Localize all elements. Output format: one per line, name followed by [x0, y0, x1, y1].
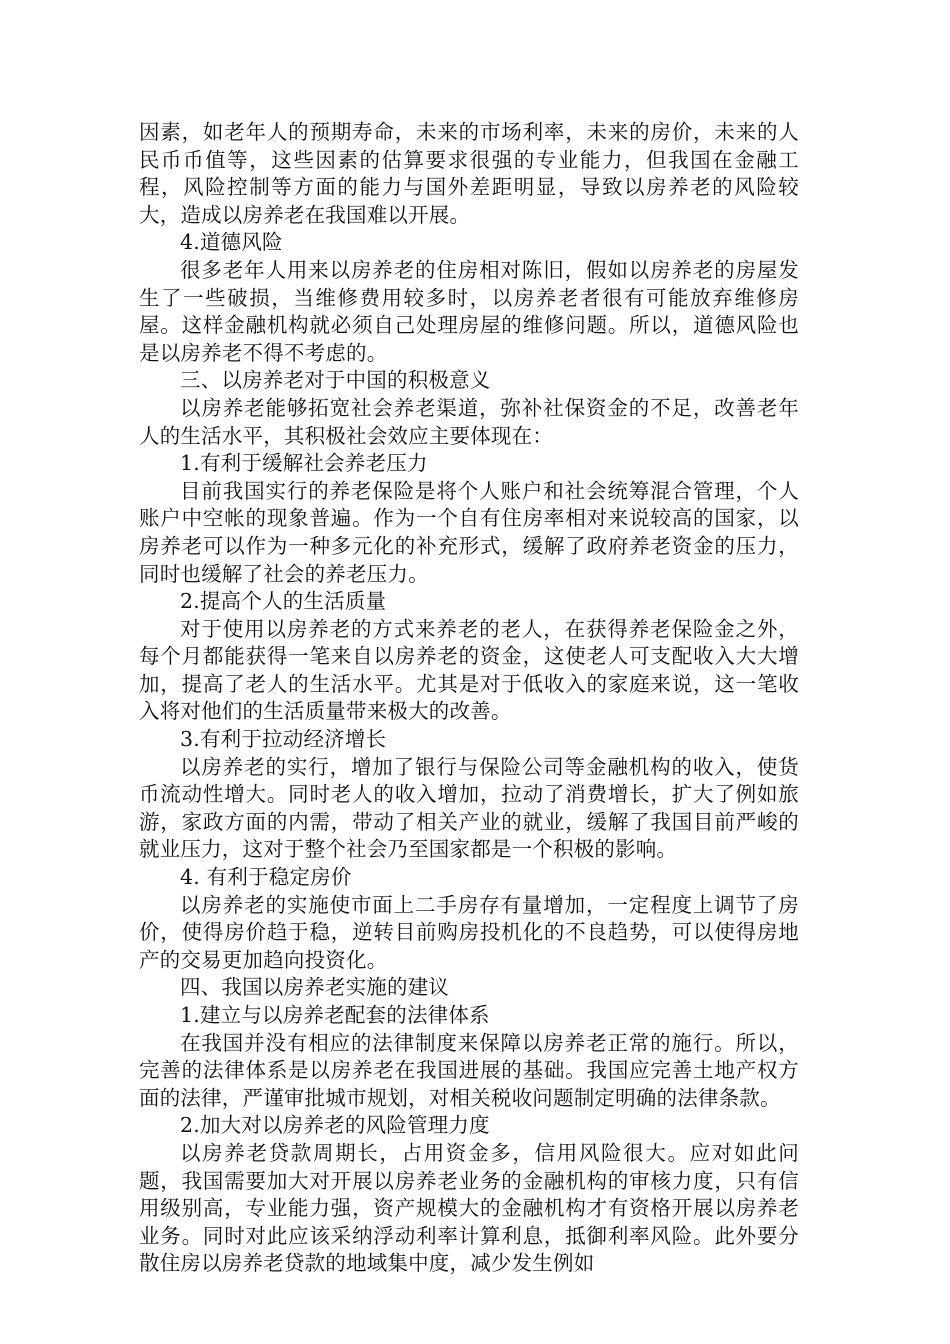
paragraph-risk-factors: 因素，如老年人的预期寿命，未来的市场利率，未来的房价，未来的人民币币值等，这些因素的估算要求很强的专业能力，但我国在金融工程，风险控制等方面的能力与国外差距明显，导致以房养老的风险较大，造成以房养老在我国难以开展。: [139, 120, 799, 227]
section-heading-suggestions: 四、我国以房养老实施的建议: [180, 975, 450, 1000]
paragraph-relieve-pension-pressure: 目前我国实行的养老保险是将个人账户和社会统筹混合管理，个人账户中空帐的现象普遍。作为一个自有住房率相对来说较高的国家，以房养老可以作为一种多元化的补充形式，缓解了政府养老资金的压力，同时也缓解了社会的养老压力。: [139, 478, 799, 586]
heading-risk-management: 2.加大对以房养老的风险管理力度: [180, 1113, 490, 1138]
heading-economic-growth: 3.有利于拉动经济增长: [180, 727, 387, 752]
heading-moral-risk: 4.道德风险: [180, 230, 283, 255]
paragraph-economic-growth: 以房养老的实行，增加了银行与保险公司等金融机构的收入，使货币流动性增大。同时老人的收入增加，拉动了消费增长，扩大了例如旅游，家政方面的内需，带动了相关产业的就业，缓解了我国目前严峻的就业压力，这对于整个社会乃至国家都是一个积极的影响。: [139, 754, 799, 862]
heading-improve-quality-of-life: 2.提高个人的生活质量: [180, 589, 387, 614]
heading-stabilize-housing-prices: 4. 有利于稳定房价: [180, 865, 352, 890]
paragraph-legal-system: 在我国并没有相应的法律制度来保障以房养老正常的施行。所以，完善的法律体系是以房养老在我国进展的基础。我国应完善土地产权方面的法律，严谨审批城市规划，对相关税收问题制定明确的法律条款。: [139, 1030, 799, 1110]
paragraph-risk-management: 以房养老贷款周期长，占用资金多，信用风险很大。应对如此问题，我国需要加大对开展以房养老业务的金融机构的审核力度，只有信用级别高，专业能力强，资产规模大的金融机构才有资格开展以房养老业务。同时对此应该采纳浮动利率计算利息，抵御利率风险。此外要分散住房以房养老贷款的地域集中度，减少发生例如: [139, 1140, 799, 1276]
paragraph-improve-quality-of-life: 对于使用以房养老的方式来养老的老人，在获得养老保险金之外，每个月都能获得一笔来自以房养老的资金，这使老人可支配收入大大增加，提高了老人的生活水平。尤其是对于低收入的家庭来说，这一笔收入将对他们的生活质量带来极大的改善。: [139, 616, 799, 724]
heading-relieve-pension-pressure: 1.有利于缓解社会养老压力: [180, 451, 428, 476]
paragraph-stabilize-housing-prices: 以房养老的实施使市面上二手房存有量增加，一定程度上调节了房价，使得房价趋于稳，逆转目前购房投机化的不良趋势，可以使得房地产的交易更加趋向投资化。: [139, 892, 799, 972]
document-page: [139, 119, 799, 1278]
paragraph-positive-effects-intro: 以房养老能够拓宽社会养老渠道，弥补社保资金的不足，改善老年人的生活水平，其积极社会效应主要体现在：: [139, 395, 799, 448]
paragraph-moral-risk: 很多老年人用来以房养老的住房相对陈旧，假如以房养老的房屋发生了一些破损，当维修费用较多时，以房养老者很有可能放弃维修房屋。这样金融机构就必须自己处理房屋的维修问题。所以，道德风险也是以房养老不得不考虑的。: [139, 257, 799, 365]
heading-legal-system: 1.建立与以房养老配套的法律体系: [180, 1003, 490, 1027]
section-heading-positive-significance: 三、以房养老对于中国的积极意义: [180, 368, 491, 393]
